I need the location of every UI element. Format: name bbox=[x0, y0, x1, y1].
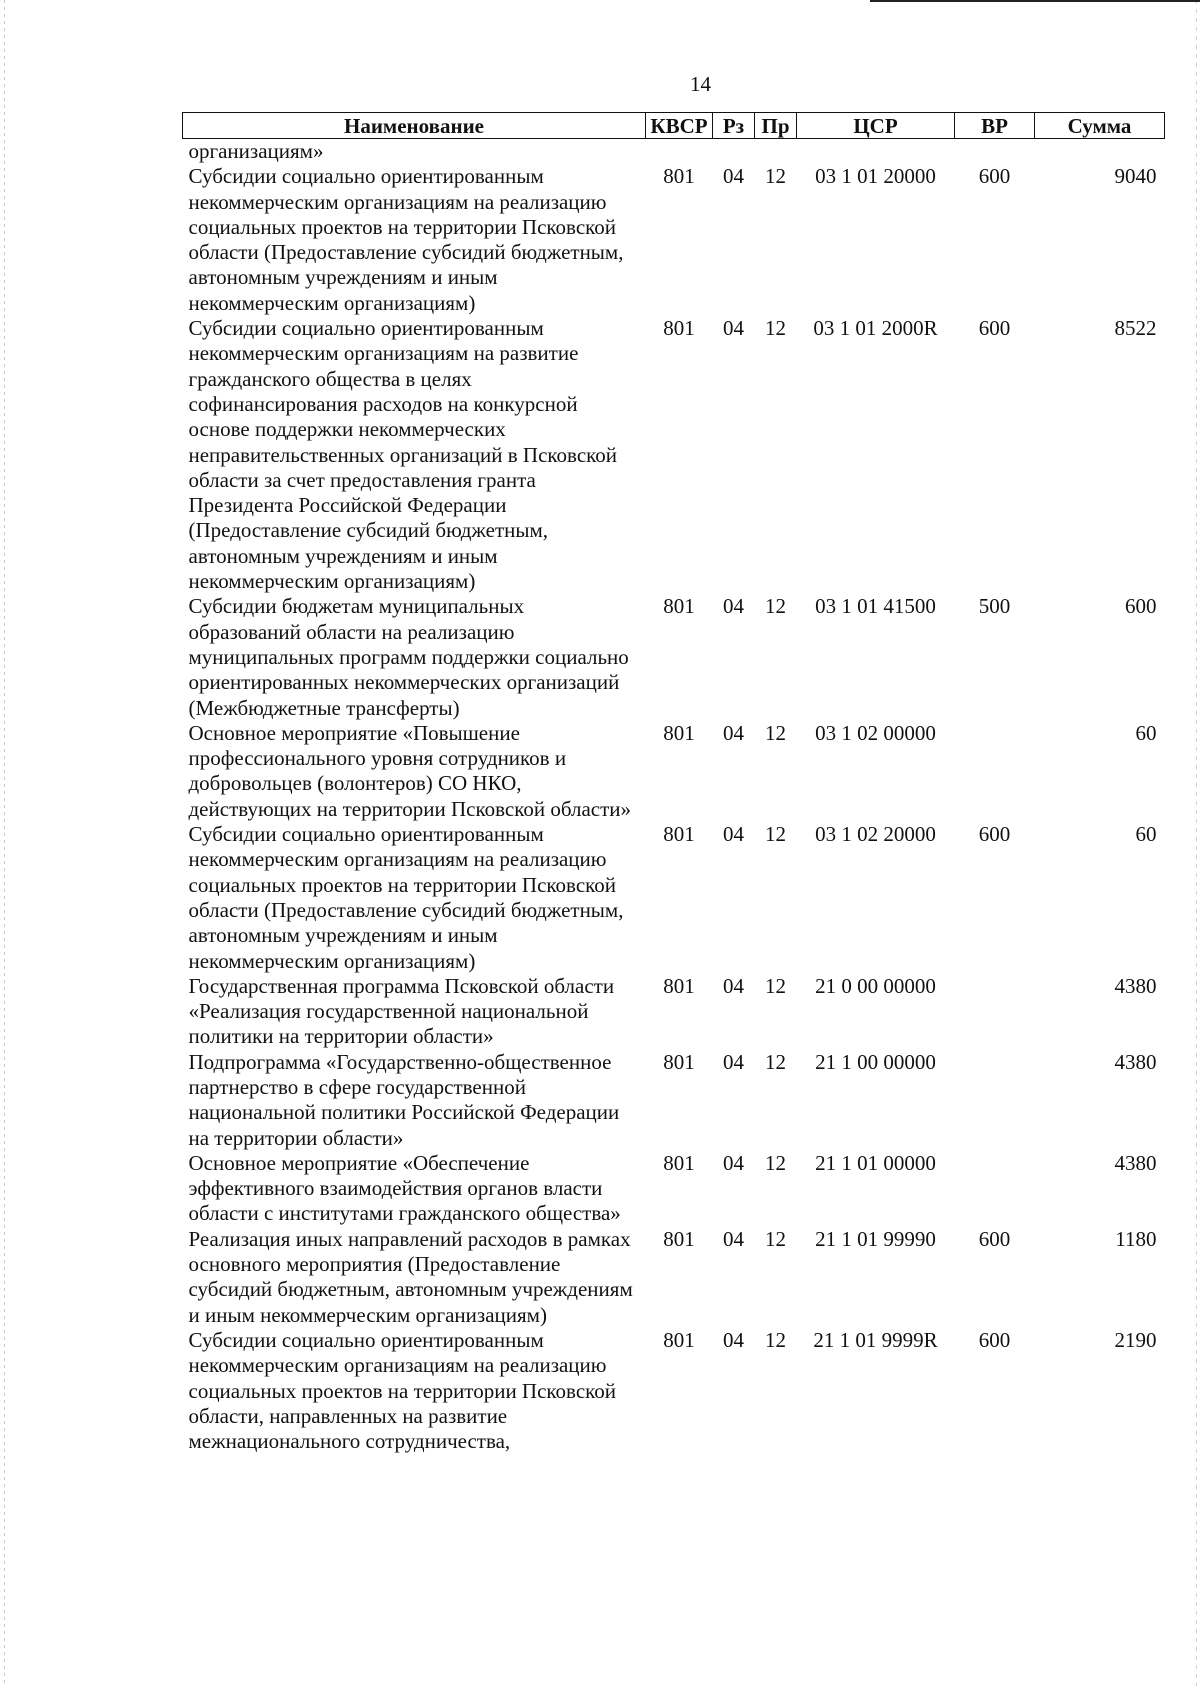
cell-name: Реализация иных направлений расходов в рамках основного мероприятия (Предоставление субсидий бюджетным, автономным учреждениям и иным некоммерческим организациям) bbox=[188, 1226, 633, 1327]
cell-rz: 04 bbox=[723, 594, 744, 619]
scan-edge-right bbox=[1196, 0, 1197, 1686]
cell-name: Субсидии социально ориентированным некоммерческим организациям на реализацию социальных проектов на территории Псковской области (Предоставление субсидий бюджетным, автономным учреждениям и иным некоммерческим организациям) bbox=[188, 164, 624, 315]
header-csr: ЦСР bbox=[797, 113, 955, 139]
cell-sum: 9040 bbox=[1114, 164, 1157, 189]
cell-vr: 600 bbox=[978, 1226, 1011, 1251]
table-row bbox=[183, 822, 1165, 974]
cell-pr: 12 bbox=[765, 316, 786, 341]
cell-rz: 04 bbox=[723, 973, 744, 998]
cell-sum: 2190 bbox=[1114, 1327, 1157, 1352]
cell-vr bbox=[955, 1151, 1035, 1227]
table-row bbox=[183, 164, 1165, 316]
cell-sum: 4380 bbox=[1114, 1150, 1157, 1175]
header-row bbox=[183, 113, 1165, 139]
cell-kvsr: 801 bbox=[663, 822, 695, 847]
cell-csr: 21 1 00 00000 bbox=[815, 1049, 936, 1074]
cell-csr: 03 1 01 41500 bbox=[815, 594, 936, 619]
cell-kvsr: 801 bbox=[663, 164, 695, 189]
cell-kvsr: 801 bbox=[663, 316, 695, 341]
cell-rz: 04 bbox=[723, 316, 744, 341]
header-vr: ВР bbox=[955, 113, 1035, 139]
cell-sum: 4380 bbox=[1114, 1049, 1157, 1074]
cell-kvsr: 801 bbox=[663, 973, 695, 998]
table-row bbox=[183, 1050, 1165, 1151]
table-row bbox=[183, 316, 1165, 594]
cell-vr: 500 bbox=[978, 594, 1011, 619]
cell-pr: 12 bbox=[765, 1049, 786, 1074]
cell-rz: 04 bbox=[723, 1150, 744, 1175]
cell-vr bbox=[955, 974, 1035, 1050]
header-kvsr: КВСР bbox=[646, 113, 713, 139]
cell-kvsr: 801 bbox=[663, 720, 695, 745]
cell-pr: 12 bbox=[765, 1226, 786, 1251]
cell-vr: 600 bbox=[978, 822, 1011, 847]
cell-kvsr: 801 bbox=[663, 1150, 695, 1175]
continuation-text: организациям» bbox=[188, 139, 324, 163]
cell-sum: 4380 bbox=[1114, 973, 1157, 998]
cell-sum: 60 bbox=[1135, 822, 1157, 847]
header-rz: Рз bbox=[713, 113, 755, 139]
cell-name: Государственная программа Псковской области «Реализация государственной национальной политики на территории области» bbox=[188, 973, 615, 1049]
table-row bbox=[183, 1328, 1165, 1454]
cell-csr: 21 1 01 99990 bbox=[815, 1226, 936, 1251]
cell-pr: 12 bbox=[765, 822, 786, 847]
budget-table bbox=[182, 112, 1165, 1454]
cell-pr: 12 bbox=[765, 1327, 786, 1352]
cell-rz: 04 bbox=[723, 720, 744, 745]
cell-rz: 04 bbox=[723, 1226, 744, 1251]
scan-edge-left bbox=[4, 0, 5, 1686]
header-sum: Сумма bbox=[1035, 113, 1165, 139]
cell-vr: 600 bbox=[978, 1327, 1011, 1352]
cell-rz: 04 bbox=[723, 1327, 744, 1352]
cell-name: Основное мероприятие «Обеспечение эффективного взаимодействия органов власти области с институтами гражданского общества» bbox=[188, 1150, 621, 1226]
cell-name: Субсидии социально ориентированным некоммерческим организациям на реализацию социальных проектов на территории Псковской области, направленных на развитие межнационального сотрудничества, bbox=[188, 1327, 617, 1454]
table-row bbox=[183, 1151, 1165, 1227]
cell-kvsr: 801 bbox=[663, 1226, 695, 1251]
cell-name: Субсидии бюджетам муниципальных образований области на реализацию муниципальных программ поддержки социально ориентированных некоммерческих организаций (Межбюджетные трансферты) bbox=[188, 594, 629, 720]
continuation-row bbox=[183, 139, 1165, 165]
cell-kvsr: 801 bbox=[663, 594, 695, 619]
cell-csr: 21 1 01 9999R bbox=[813, 1327, 938, 1352]
table-row bbox=[183, 974, 1165, 1050]
table-row bbox=[183, 1227, 1165, 1328]
cell-pr: 12 bbox=[765, 1150, 786, 1175]
cell-csr: 21 0 00 00000 bbox=[815, 973, 936, 998]
cell-kvsr: 801 bbox=[663, 1049, 695, 1074]
cell-kvsr: 801 bbox=[663, 1327, 695, 1352]
cell-rz: 04 bbox=[723, 164, 744, 189]
cell-rz: 04 bbox=[723, 822, 744, 847]
cell-name: Основное мероприятие «Повышение профессионального уровня сотрудников и добровольцев (волонтеров) СО НКО, действующих на территории Псковской области» bbox=[188, 720, 632, 821]
cell-sum: 1180 bbox=[1115, 1226, 1157, 1251]
table-row bbox=[183, 721, 1165, 822]
table-header bbox=[183, 113, 1165, 139]
cell-pr: 12 bbox=[765, 594, 786, 619]
cell-sum: 60 bbox=[1135, 720, 1157, 745]
cell-name: Подпрограмма «Государственно-общественное партнерство в сфере государственной национальной политики Российской Федерации на территории области» bbox=[188, 1049, 620, 1150]
cell-name: Субсидии социально ориентированным некоммерческим организациям на развитие гражданского общества в целях софинансирования расходов на конкурсной основе поддержки некоммерческих неправительственных организаций в Псковской области за счет предоставления гранта Президента Российской Федерации (Предоставление субсидий бюджетным, автономным учреждениям и иным некоммерческим организациям) bbox=[188, 316, 618, 594]
cell-csr: 03 1 02 20000 bbox=[815, 822, 936, 847]
table-body bbox=[183, 139, 1165, 1455]
cell-name: Субсидии социально ориентированным некоммерческим организациям на реализацию социальных проектов на территории Псковской области (Предоставление субсидий бюджетным, автономным учреждениям и иным некоммерческим организациям) bbox=[188, 822, 624, 973]
cell-csr: 03 1 02 00000 bbox=[815, 720, 936, 745]
cell-vr bbox=[955, 721, 1035, 822]
cell-csr: 03 1 01 2000R bbox=[813, 316, 938, 341]
cell-vr: 600 bbox=[978, 164, 1011, 189]
cell-csr: 21 1 01 00000 bbox=[815, 1150, 936, 1175]
cell-sum: 8522 bbox=[1114, 316, 1157, 341]
table-row bbox=[183, 594, 1165, 720]
cell-vr: 600 bbox=[978, 316, 1011, 341]
cell-pr: 12 bbox=[765, 720, 786, 745]
cell-csr: 03 1 01 20000 bbox=[815, 164, 936, 189]
cell-pr: 12 bbox=[765, 164, 786, 189]
cell-pr: 12 bbox=[765, 973, 786, 998]
page-number: 14 bbox=[690, 72, 711, 96]
header-pr: Пр bbox=[755, 113, 797, 139]
cell-vr bbox=[955, 1050, 1035, 1151]
cell-rz: 04 bbox=[723, 1049, 744, 1074]
top-rule bbox=[870, 0, 1200, 2]
header-name: Наименование bbox=[183, 113, 646, 139]
cell-sum: 600 bbox=[1125, 594, 1157, 619]
